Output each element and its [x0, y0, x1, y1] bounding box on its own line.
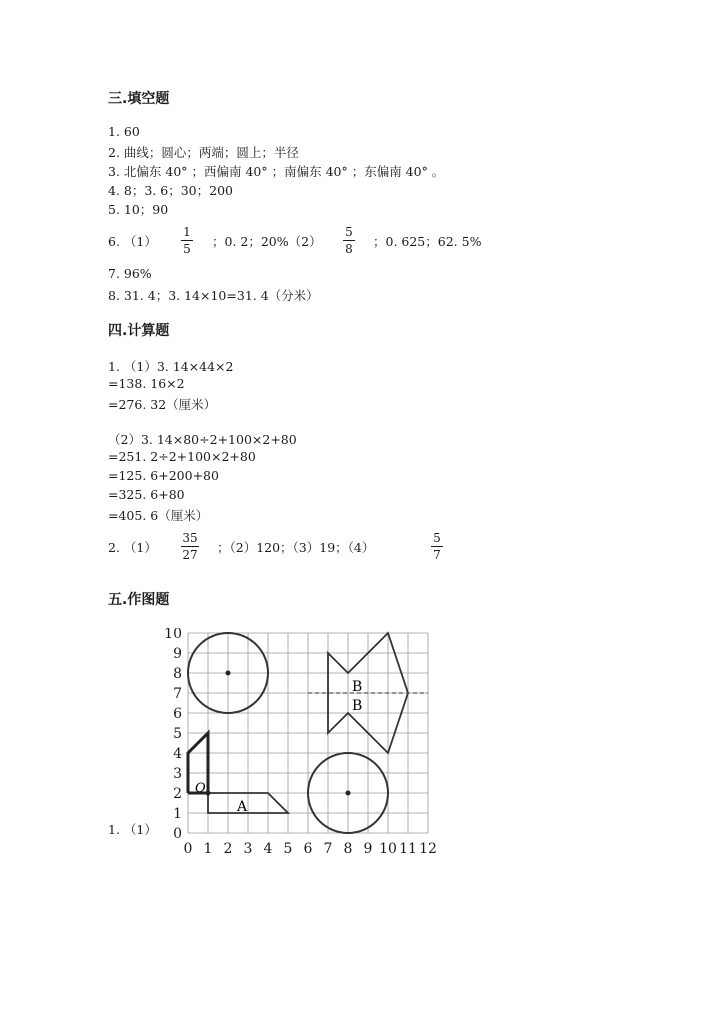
- y-tick-label: 9: [173, 646, 182, 662]
- calc-2-middle: ；（2）120；（3）19；（4）: [217, 540, 375, 555]
- answer-6-middle: ；0. 2；20%（2）: [212, 234, 322, 249]
- drawing-answer-label: 1. （1）: [108, 822, 157, 837]
- shape-a-label: A: [237, 799, 248, 815]
- x-tick-label: 10: [379, 841, 397, 857]
- y-tick-label: 3: [173, 766, 182, 782]
- y-tick-label: 8: [173, 666, 182, 682]
- answer-line-5: 5. 10；90: [108, 202, 169, 217]
- coordinate-grid-figure: [160, 628, 450, 860]
- fraction-denominator: 5: [183, 242, 191, 256]
- answer-line-1: 1. 60: [108, 124, 140, 139]
- x-tick-label: 7: [323, 841, 333, 857]
- fraction-1-5: [177, 225, 197, 256]
- circle-bottom-right-center: [346, 791, 351, 796]
- answer-line-7: 7. 96%: [108, 266, 152, 281]
- shape-b-label-bottom: B: [352, 698, 363, 714]
- fraction-bar: [343, 240, 355, 241]
- x-tick-label: 8: [343, 841, 353, 857]
- answer-line-2: 2. 曲线；圆心；两端；圆上；半径: [108, 145, 299, 160]
- x-tick-label: 1: [203, 841, 213, 857]
- fraction-bar: [181, 546, 199, 547]
- section-5-title: 五.作图题: [108, 592, 170, 608]
- calc-line-5: =251. 2÷2+100×2+80: [108, 449, 256, 464]
- x-tick-label: 9: [363, 841, 373, 857]
- y-tick-label: 2: [173, 786, 182, 802]
- x-axis-labels: [184, 841, 437, 857]
- calc-line-2: =138. 16×2: [108, 376, 185, 391]
- fraction-bar: [431, 546, 443, 547]
- fraction-numerator: 1: [183, 225, 191, 239]
- grid-lines: [188, 633, 428, 833]
- fraction-bar: [181, 240, 193, 241]
- calc-2-prefix: 2. （1）: [108, 540, 157, 555]
- fraction-denominator: 8: [345, 242, 353, 256]
- fraction-numerator: 5: [433, 531, 441, 545]
- y-axis-labels: [164, 628, 182, 842]
- y-tick-label: 0: [173, 826, 182, 842]
- y-tick-label: 10: [164, 628, 182, 642]
- fraction-5-7: [427, 531, 447, 562]
- calc-line-7: =325. 6+80: [108, 487, 185, 502]
- fraction-denominator: 7: [433, 548, 441, 562]
- section-3-title: 三.填空题: [108, 91, 170, 107]
- x-tick-label: 3: [243, 841, 253, 857]
- y-tick-label: 1: [173, 806, 182, 822]
- y-tick-label: 4: [173, 746, 182, 762]
- circle-top-left-center: [226, 671, 231, 676]
- answer-line-3: 3. 北偏东 40° ；西偏南 40° ；南偏东 40° ；东偏南 40° 。: [108, 164, 445, 179]
- fraction-35-27: [178, 531, 202, 562]
- y-tick-label: 7: [173, 686, 182, 702]
- calc-line-1: 1. （1）3. 14×44×2: [108, 359, 234, 374]
- y-tick-label: 5: [173, 726, 182, 742]
- point-o: [206, 791, 211, 796]
- x-tick-label: 2: [223, 841, 233, 857]
- x-tick-label: 12: [419, 841, 437, 857]
- section-4-title: 四.计算题: [108, 323, 170, 339]
- x-tick-label: 6: [303, 841, 313, 857]
- x-tick-label: 0: [183, 841, 193, 857]
- calc-line-6: =125. 6+200+80: [108, 468, 219, 483]
- fraction-numerator: 5: [345, 225, 353, 239]
- calc-line-4: （2）3. 14×80÷2+100×2+80: [108, 432, 297, 447]
- fraction-numerator: 35: [182, 531, 198, 545]
- answer-line-8: 8. 31. 4；3. 14×10=31. 4（分米）: [108, 288, 319, 303]
- fraction-denominator: 27: [182, 548, 198, 562]
- x-tick-label: 4: [263, 841, 273, 857]
- x-tick-label: 11: [399, 841, 417, 857]
- y-tick-label: 6: [173, 706, 182, 722]
- answer-6-suffix: ；0. 625；62. 5%: [373, 234, 482, 249]
- x-tick-label: 5: [283, 841, 293, 857]
- answer-6-prefix: 6. （1）: [108, 234, 157, 249]
- fraction-5-8: [339, 225, 359, 256]
- calc-line-8: =405. 6（厘米）: [108, 508, 209, 523]
- answer-line-4: 4. 8；3. 6；30；200: [108, 183, 233, 198]
- point-o-label: O: [195, 781, 206, 796]
- shape-b-label-top: B: [352, 679, 363, 695]
- calc-line-3: =276. 32（厘米）: [108, 397, 217, 412]
